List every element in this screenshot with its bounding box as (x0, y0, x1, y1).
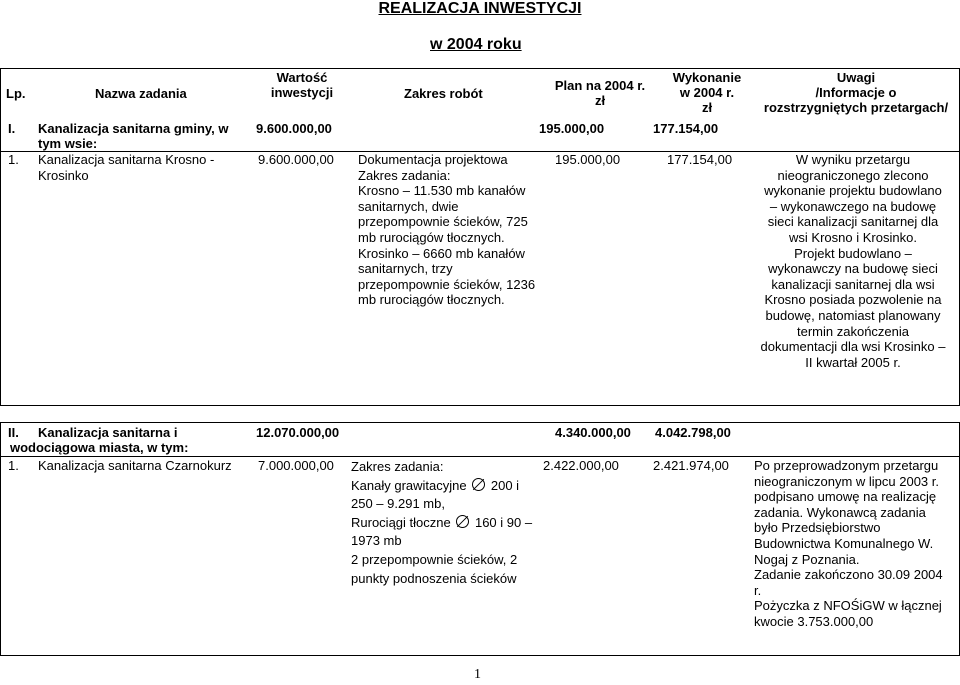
row2-lp: 1. (8, 458, 19, 473)
section2-name-line2: wodociągowa miasta, w tym: (10, 440, 189, 455)
header-name: Nazwa zadania (95, 86, 187, 101)
row2-scope-line7: punkty podnoszenia ścieków (351, 570, 517, 586)
table-bottom-rule (0, 655, 960, 656)
row1-exec: 177.154,00 (667, 152, 733, 167)
row2-scope-line5: 1973 mb (351, 533, 402, 549)
page-subtitle: w 2004 roku (430, 36, 522, 53)
section1-exec: 177.154,00 (653, 121, 719, 136)
header-exec-line1: Wykonanie (672, 70, 742, 85)
page-number: 1 (474, 667, 481, 682)
row1-scope: Dokumentacja projektowa Zakres zadania: Krosno – 11.530 mb kanałów sanitarnych, dwie przepompownie ścieków, 725 mb rurociągów tłocznych. Krosinko – 6660 mb kanałów sanitarnych, trzy przepompownie ścieków, 1236 mb rurociągów tłocznych. (358, 152, 536, 308)
row2-scope-line2 (351, 477, 532, 496)
row2-scope-line2b: 200 i (490, 477, 520, 493)
row2-plan: 2.422.000,00 (543, 458, 619, 473)
section2-top-rule (0, 422, 960, 423)
header-exec (662, 70, 752, 115)
header-notes-line3: rozstrzygniętych przetargach/ (763, 100, 949, 115)
row2-scope-line4 (351, 514, 532, 533)
row1-notes: W wyniku przetargu nieograniczonego zlecono wykonanie projektu budowlano – wykonawczego na budowę sieci kanalizacji sanitarnej dla wsi Krosno i Krosinko. Projekt budowlano – wykonawczy na budowę sieci kanalizacji sanitarnej dla wsi Krosno posiada pozwolenie na budowę, natomiast planowany termin zakończenia dokumentacji dla wsi Krosinko – II kwartał 2005 r. (760, 152, 946, 370)
section1-name-line1: Kanalizacja sanitarna gminy, w (38, 121, 229, 136)
row1-name-line2: Krosinko (38, 168, 89, 183)
row2-scope-line6: 2 przepompownie ścieków, 2 (351, 551, 518, 567)
section1-value: 9.600.000,00 (256, 121, 332, 136)
header-exec-line3: zł (701, 100, 713, 115)
row2-scope-line2a: Kanały grawitacyjne (351, 477, 467, 493)
row2-scope-line1: Zakres zadania: (351, 459, 444, 474)
table-left-rule (0, 68, 1, 405)
header-exec-line2: w 2004 r. (679, 85, 735, 100)
row2-scope-line3: 250 – 9.291 mb, (351, 496, 445, 512)
section1-plan: 195.000,00 (539, 121, 605, 136)
header-plan-line2: zł (594, 93, 606, 108)
section1-name-line2: tym wsie: (38, 136, 98, 151)
header-notes-line2: /Informacje o (815, 85, 897, 100)
header-lp: Lp. (6, 86, 26, 101)
row2-scope-line4a: Rurociągi tłoczne (351, 514, 451, 530)
row2-scope (351, 458, 532, 588)
diameter-icon (456, 515, 469, 528)
diameter-icon (472, 478, 485, 491)
table-top-rule (0, 68, 960, 69)
header-plan (540, 78, 660, 108)
header-value (252, 70, 352, 100)
row1-plan: 195.000,00 (555, 152, 621, 167)
section1-lp: I. (8, 121, 16, 136)
row2-notes: Po przeprowadzonym przetargu nieograniczonym w lipcu 2003 r. podpisano umowę na realizację zadania. Wykonawcą zadania było Przedsiębiorstwo Budownictwa Komunalnego W. Nogaj z Poznania. Zadanie zakończono 30.09 2004 r. Pożyczka z NFOŚiGW w łącznej kwocie 3.753.000,00 (754, 458, 943, 629)
row2-value: 7.000.000,00 (258, 458, 334, 473)
section1-name (38, 121, 229, 151)
row1-value: 9.600.000,00 (258, 152, 334, 167)
header-notes (756, 70, 956, 115)
section2-bottom-rule (0, 456, 960, 457)
header-scope: Zakres robót (404, 86, 483, 101)
page-title: REALIZACJA INWESTYCJI (378, 0, 582, 17)
header-notes-line1: Uwagi (836, 70, 876, 85)
header-value-line2: inwestycji (270, 85, 334, 100)
header-value-line1: Wartość (276, 70, 328, 85)
row2-name: Kanalizacja sanitarna Czarnokurz (38, 458, 232, 473)
section2-exec: 4.042.798,00 (655, 425, 731, 440)
header-plan-line1: Plan na 2004 r. (554, 78, 646, 93)
section2-value: 12.070.000,00 (256, 425, 340, 440)
section2-lp: II. (8, 425, 19, 440)
section2-name-line1: Kanalizacja sanitarna i (38, 425, 178, 440)
row1-bottom-rule (0, 405, 960, 406)
row2-exec: 2.421.974,00 (653, 458, 729, 473)
row1-name-line1: Kanalizacja sanitarna Krosno - (38, 152, 215, 167)
row2-scope-line4b: 160 i 90 – (474, 514, 533, 530)
section2-plan: 4.340.000,00 (555, 425, 631, 440)
row1-name (38, 152, 214, 184)
table-left-rule-2 (0, 422, 1, 655)
row1-lp: 1. (8, 152, 19, 167)
